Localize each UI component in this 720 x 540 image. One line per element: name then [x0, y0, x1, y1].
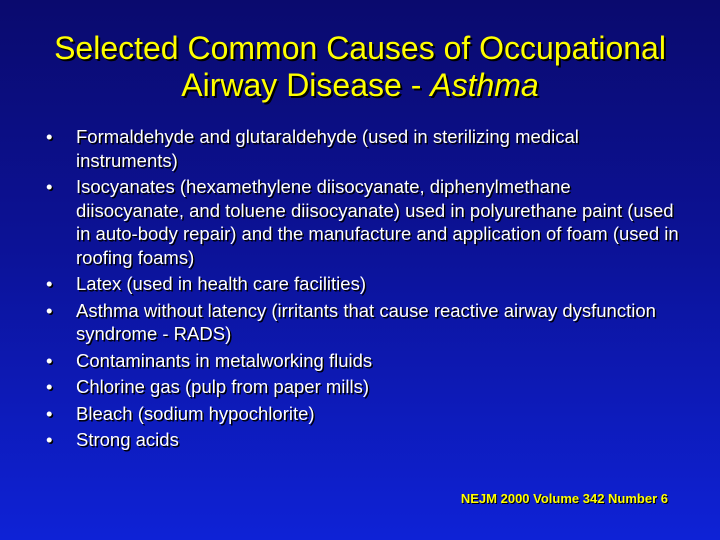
bullet-marker: •	[46, 299, 53, 321]
bullet-item-strong-acids	[40, 428, 680, 452]
bullet-item-chlorine-gas	[40, 375, 680, 399]
bullet-text: Isocyanates (hexamethylene diisocyanate, diphenylmethane diisocyanate, and toluene diisocyanate) used in polyurethane paint (used in auto-body repair) and the manufacture and application of foam (used in roofing foams)	[76, 176, 679, 268]
bullet-item-formaldehyde	[40, 125, 680, 172]
bullet-item-isocyanates	[40, 175, 680, 269]
bullet-item-latex	[40, 272, 680, 296]
bullet-item-bleach	[40, 402, 680, 426]
bullet-text: Asthma without latency (irritants that cause reactive airway dysfunction syndrome - RADS)	[76, 299, 656, 344]
bullet-marker: •	[46, 376, 53, 397]
bullet-list	[40, 125, 680, 455]
slide-title-main: Selected Common Causes of Occupational Airway Disease -	[54, 30, 666, 103]
bullet-text: Latex (used in health care facilities)	[76, 273, 366, 294]
bullet-marker: •	[46, 176, 53, 197]
slide-title-emphasis: Asthma	[430, 67, 539, 103]
bullet-text: Strong acids	[76, 429, 179, 450]
bullet-marker: •	[46, 402, 53, 424]
slide-title	[30, 30, 690, 104]
bullet-text: Chlorine gas (pulp from paper mills)	[76, 376, 370, 397]
bullet-text: Formaldehyde and glutaraldehyde (used in sterilizing medical instruments)	[76, 126, 579, 171]
bullet-text: Bleach (sodium hypochlorite)	[76, 402, 315, 424]
bullet-marker: •	[46, 349, 53, 371]
bullet-marker: •	[46, 126, 53, 147]
bullet-item-rads	[40, 299, 680, 346]
bullet-marker: •	[46, 429, 53, 450]
bullet-item-metalworking-fluids	[40, 349, 680, 373]
bullet-text: Contaminants in metalworking fluids	[76, 349, 373, 371]
bullet-marker: •	[46, 273, 53, 294]
citation: NEJM 2000 Volume 342 Number 6	[460, 491, 668, 506]
